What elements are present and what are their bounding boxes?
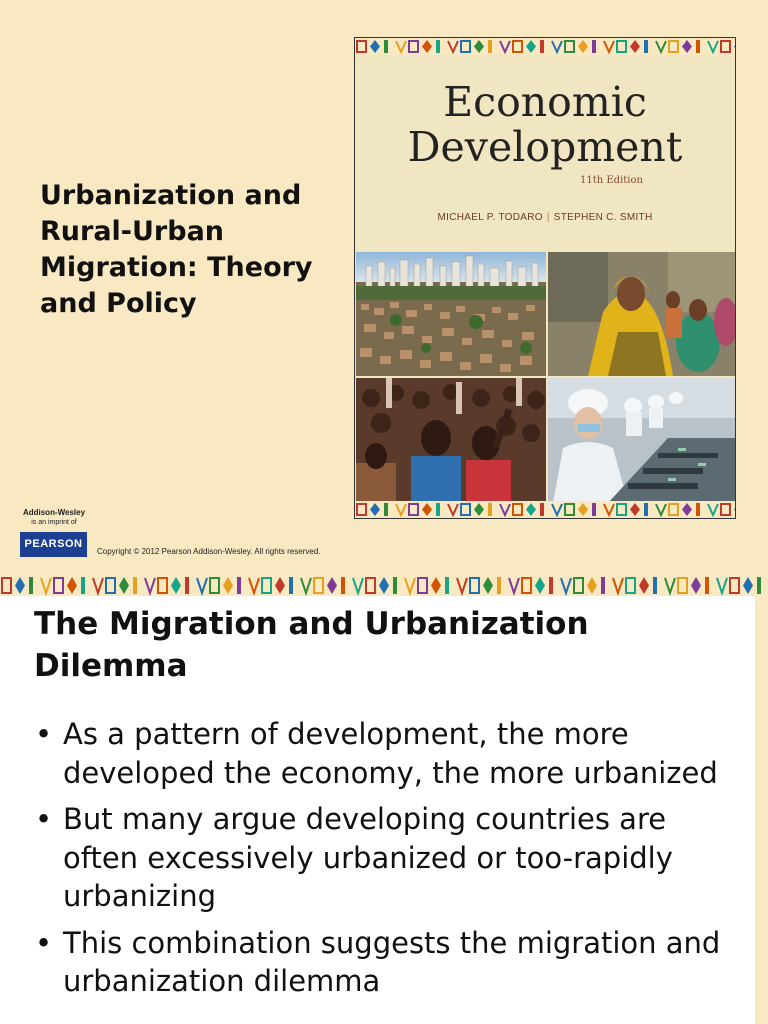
book-authors — [355, 212, 735, 223]
bullet-text: This combination suggests the migration and urbanization dilemma — [63, 925, 721, 998]
book-cover — [354, 37, 736, 519]
bullet-text: As a pattern of development, the more developed the economy, the more urbanized — [63, 717, 718, 790]
pattern-motif — [644, 40, 648, 53]
factory-photo — [548, 378, 735, 503]
book-edition: 11th Edition — [580, 175, 643, 186]
pattern-motif — [601, 577, 605, 594]
imprint-text: is an imprint of — [31, 519, 77, 526]
slide-edge-bar — [755, 596, 768, 1024]
pattern-motif — [81, 577, 85, 594]
children-photo — [356, 378, 546, 503]
pattern-motif — [549, 577, 553, 594]
content-slide — [0, 575, 768, 1024]
pattern-motif — [393, 577, 397, 594]
pattern-motif — [341, 577, 345, 594]
pattern-motif — [592, 503, 596, 516]
bullet-icon: • — [35, 717, 53, 751]
decorative-pattern-band — [355, 501, 735, 518]
book-title-line2: Development — [407, 123, 683, 171]
pattern-motif — [488, 40, 492, 53]
pattern-motif — [185, 577, 189, 594]
bullet-item — [34, 924, 734, 1001]
slide-title: Urbanization and Rural-Urban Migration: Theory and Policy — [40, 180, 313, 319]
pattern-motif — [384, 40, 388, 53]
bullet-text: But many argue developing countries are often excessively urbanized or too-rapidly urbanizing — [63, 802, 673, 913]
pattern-motif — [644, 503, 648, 516]
pattern-motif — [436, 40, 440, 53]
bullet-item — [34, 800, 734, 916]
pattern-motif — [237, 577, 241, 594]
pattern-motif — [757, 577, 761, 594]
addison-wesley-logo — [18, 508, 90, 527]
pattern-motif — [540, 503, 544, 516]
pattern-motif — [705, 577, 709, 594]
decorative-pattern-band — [355, 38, 735, 55]
pattern-motif — [445, 577, 449, 594]
bullet-list — [34, 715, 734, 1009]
author-name: MICHAEL P. TODARO — [437, 212, 543, 223]
bullet-icon: • — [35, 802, 53, 836]
pattern-motif — [653, 577, 657, 594]
woman-photo — [548, 252, 735, 376]
city-photo — [356, 252, 546, 376]
book-title-line1: Economic — [443, 78, 647, 126]
copyright-notice: Copyright © 2012 Pearson Addison-Wesley. All rights reserved. — [97, 547, 321, 556]
pattern-motif — [696, 40, 700, 53]
slide-title: The Migration and Urbanization Dilemma — [34, 606, 589, 684]
pattern-motif — [488, 503, 492, 516]
pattern-motif — [696, 503, 700, 516]
pattern-motif — [29, 577, 33, 594]
author-separator: | — [546, 212, 550, 223]
author-name: STEPHEN C. SMITH — [553, 212, 653, 223]
pearson-logo: PEARSON — [20, 532, 87, 557]
pattern-motif — [289, 577, 293, 594]
pattern-motif — [384, 503, 388, 516]
bullet-item — [34, 715, 734, 792]
pattern-motif — [497, 577, 501, 594]
book-title — [355, 80, 735, 170]
pattern-motif — [436, 503, 440, 516]
bullet-icon: • — [35, 925, 53, 960]
decorative-pattern-band — [0, 575, 768, 596]
pattern-motif — [540, 40, 544, 53]
pattern-motif — [592, 40, 596, 53]
addison-wesley-name: Addison-Wesley — [22, 508, 86, 517]
pattern-motif — [133, 577, 137, 594]
